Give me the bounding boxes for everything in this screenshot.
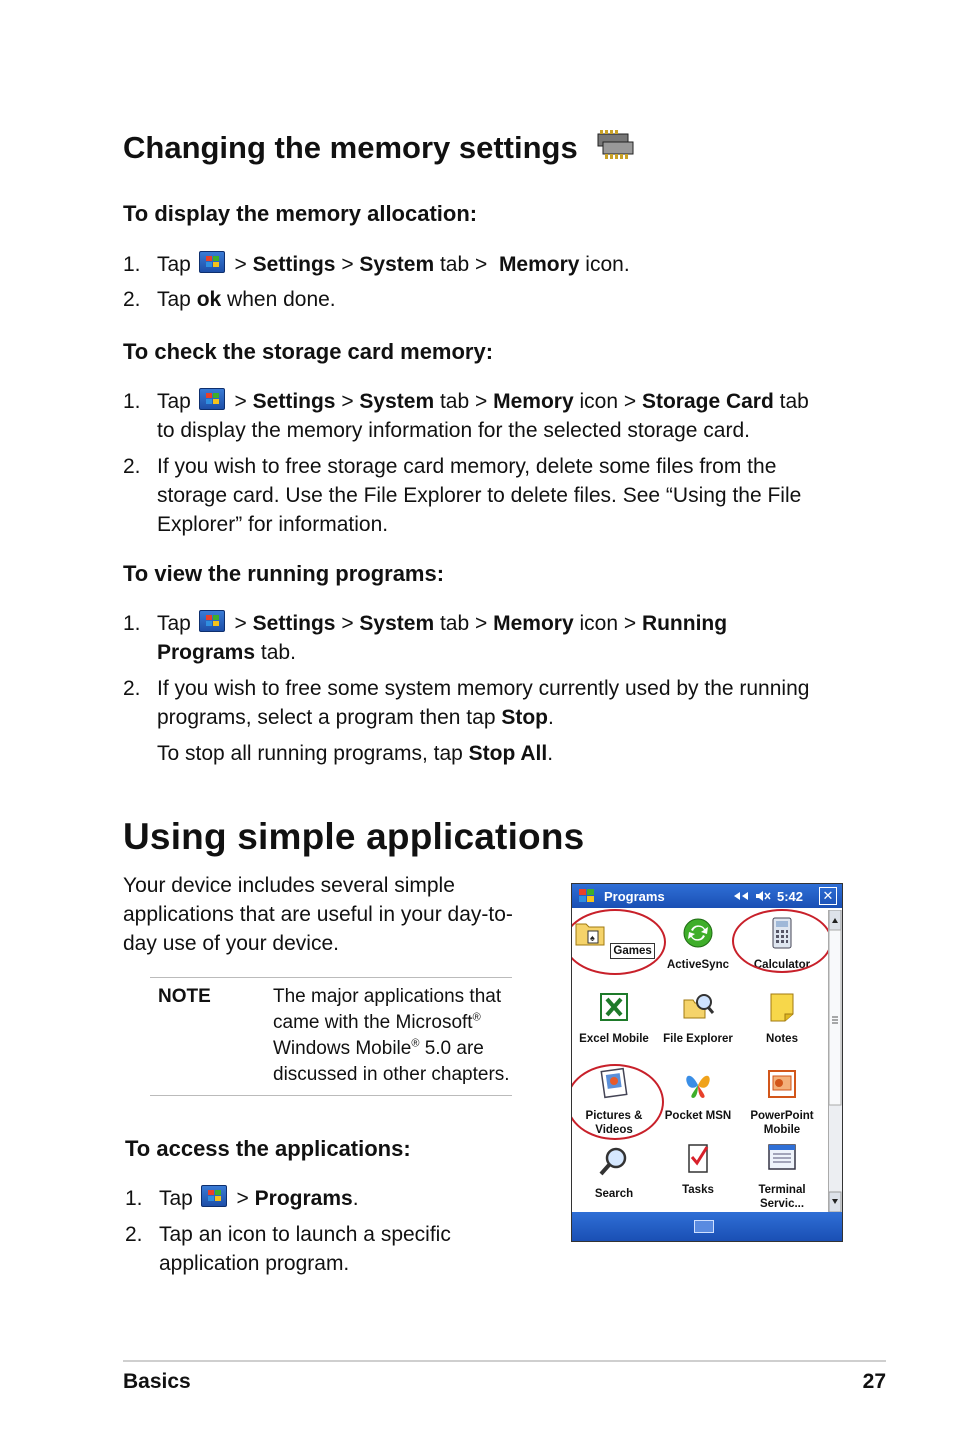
- excel-icon: [597, 990, 631, 1024]
- app-pocket-msn[interactable]: Pocket MSN: [656, 1067, 740, 1123]
- heading-storage-card: To check the storage card memory:: [123, 339, 494, 364]
- programs-screenshot: [571, 883, 843, 1242]
- start-menu-icon: [199, 610, 225, 632]
- notes-icon: [765, 990, 799, 1024]
- file-explorer-icon: [681, 990, 715, 1024]
- note-divider-top: [150, 977, 512, 978]
- clock[interactable]: 5:42: [777, 889, 804, 904]
- note-text: The major applications that came with the Microsoft® Windows Mobile® 5.0 are discussed in other chapters.: [273, 986, 510, 1085]
- intro-paragraph: Your device includes several simple applications that are useful in your day-to- day use of your device.: [123, 874, 513, 955]
- tasks-icon: [681, 1141, 715, 1175]
- app-activesync[interactable]: ActiveSync: [656, 916, 740, 972]
- app-games[interactable]: ♠ Games: [572, 916, 656, 959]
- start-menu-icon: [199, 251, 225, 273]
- terminal-services-icon: [765, 1141, 799, 1175]
- app-notes[interactable]: Notes: [740, 990, 824, 1046]
- start-menu-icon[interactable]: [578, 888, 596, 904]
- app-terminal-services[interactable]: Terminal Servic...: [740, 1141, 824, 1211]
- footer-section: Basics: [123, 1370, 191, 1393]
- note-divider-bottom: [150, 1095, 512, 1096]
- msn-butterfly-icon: [681, 1067, 715, 1101]
- app-file-explorer[interactable]: File Explorer: [656, 990, 740, 1046]
- app-tasks[interactable]: Tasks: [656, 1141, 740, 1197]
- app-excel-mobile[interactable]: Excel Mobile: [572, 990, 656, 1046]
- stop-all-note: To stop all running programs, tap Stop All.: [157, 742, 554, 765]
- app-powerpoint-mobile[interactable]: PowerPoint Mobile: [740, 1067, 824, 1137]
- activesync-icon: [681, 916, 715, 950]
- heading-access-apps: To access the applications:: [125, 1136, 411, 1161]
- app-calculator[interactable]: Calculator: [740, 916, 824, 972]
- app-search[interactable]: Search: [572, 1145, 656, 1201]
- start-menu-icon: [199, 388, 225, 410]
- keyboard-icon[interactable]: [694, 1220, 714, 1233]
- powerpoint-icon: [765, 1067, 799, 1101]
- heading-running-programs: To view the running programs:: [123, 561, 445, 586]
- window-title: Programs: [604, 889, 665, 904]
- highlight-circle: [571, 909, 666, 975]
- section-title-applications: Using simple applications: [123, 816, 585, 857]
- section-title-memory: Changing the memory settings: [123, 128, 636, 166]
- memory-chip-icon: [594, 128, 636, 162]
- heading-display-memory: To display the memory allocation:: [123, 201, 478, 226]
- connectivity-volume-icon[interactable]: [732, 889, 772, 903]
- start-menu-icon: [201, 1185, 227, 1207]
- svg-text:♠: ♠: [590, 933, 595, 943]
- highlight-circle: [732, 909, 832, 973]
- page-number: 27: [862, 1370, 886, 1393]
- bottom-bar: [572, 1212, 842, 1241]
- scrollbar-arrows-icon: [829, 910, 842, 1212]
- close-icon[interactable]: ✕: [819, 887, 837, 905]
- app-pictures-videos[interactable]: Pictures & Videos: [572, 1067, 656, 1137]
- footer-divider: [123, 1360, 886, 1362]
- scrollbar[interactable]: [828, 910, 842, 1212]
- title-bar: [572, 884, 842, 908]
- search-icon: [597, 1145, 631, 1179]
- note-label: NOTE: [158, 986, 211, 1007]
